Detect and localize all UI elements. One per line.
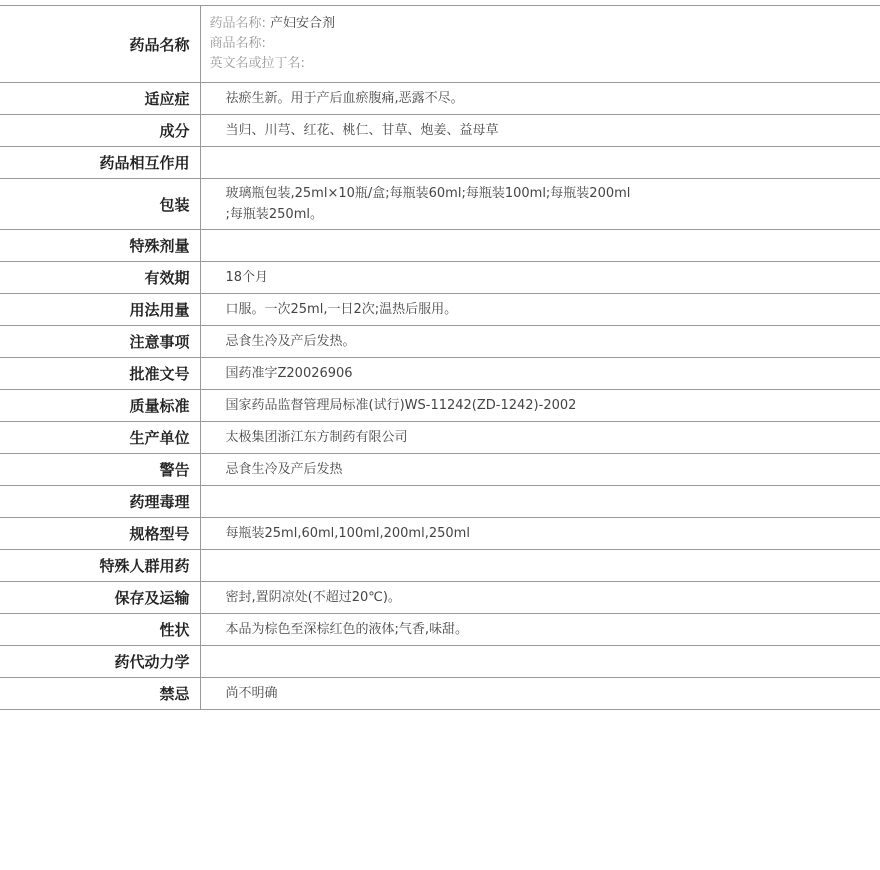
- approval-number-label: 批准文号: [0, 358, 200, 390]
- approval-number-row: [0, 358, 880, 390]
- contraindications-row: [0, 678, 880, 710]
- ingredients-row: [0, 115, 880, 147]
- packaging-row: [0, 179, 880, 230]
- special-dosage-value: [200, 230, 880, 262]
- approval-number-value: 国药准字Z20026906: [200, 358, 880, 390]
- precautions-value: 忌食生冷及产后发热。: [200, 326, 880, 358]
- pharmacology-value: [200, 486, 880, 518]
- quality-standard-value: 国家药品监督管理局标准(试行)WS-11242(ZD-1242)-2002: [200, 390, 880, 422]
- precautions-label: 注意事项: [0, 326, 200, 358]
- packaging-value: [200, 179, 880, 230]
- trade-name-line: [210, 34, 880, 54]
- trade-name-key: 商品名称:: [209, 36, 266, 51]
- manufacturer-label: 生产单位: [0, 422, 200, 454]
- english-name-line: [210, 54, 880, 74]
- special-population-row: [0, 550, 880, 582]
- quality-standard-row: [0, 390, 880, 422]
- warning-row: [0, 454, 880, 486]
- packaging-label: 包装: [0, 179, 200, 230]
- storage-row: [0, 582, 880, 614]
- specification-value: 每瓶装25ml,60ml,100ml,200ml,250ml: [200, 518, 880, 550]
- special-dosage-row: [0, 230, 880, 262]
- shelf-life-value: 18个月: [200, 262, 880, 294]
- specification-row: [0, 518, 880, 550]
- specification-label: 规格型号: [0, 518, 200, 550]
- pharmacology-label: 药理毒理: [0, 486, 200, 518]
- indication-row: [0, 83, 880, 115]
- manufacturer-value: 太极集团浙江东方制药有限公司: [200, 422, 880, 454]
- pharmacokinetics-row: [0, 646, 880, 678]
- quality-standard-label: 质量标准: [0, 390, 200, 422]
- dosage-row: [0, 294, 880, 326]
- english-name-key: 英文名或拉丁名:: [209, 56, 305, 71]
- pharmacokinetics-label: 药代动力学: [0, 646, 200, 678]
- pharmacokinetics-value: [200, 646, 880, 678]
- packaging-line-1: 玻璃瓶包装,25ml×10瓶/盒;每瓶装60ml;每瓶装100ml;每瓶装200ml: [225, 186, 631, 201]
- special-dosage-label: 特殊剂量: [0, 230, 200, 262]
- special-population-label: 特殊人群用药: [0, 550, 200, 582]
- shelf-life-row: [0, 262, 880, 294]
- indication-label: 适应症: [0, 83, 200, 115]
- dosage-label: 用法用量: [0, 294, 200, 326]
- description-label: 性状: [0, 614, 200, 646]
- pharmacology-row: [0, 486, 880, 518]
- indication-value: 祛瘀生新。用于产后血瘀腹痛,恶露不尽。: [200, 83, 880, 115]
- warning-label: 警告: [0, 454, 200, 486]
- packaging-line-2: ;每瓶装250ml。: [225, 207, 323, 222]
- drug-name-values: [200, 6, 880, 83]
- description-row: [0, 614, 880, 646]
- drug-name-row: [0, 6, 880, 83]
- generic-name-line: [210, 14, 880, 34]
- generic-name-key: 药品名称:: [209, 16, 266, 31]
- generic-name-value: 产妇安合剂: [270, 16, 336, 31]
- contraindications-label: 禁忌: [0, 678, 200, 710]
- interactions-label: 药品相互作用: [0, 147, 200, 179]
- manufacturer-row: [0, 422, 880, 454]
- description-value: 本品为棕色至深棕红色的液体;气香,味甜。: [200, 614, 880, 646]
- storage-value: 密封,置阴凉处(不超过20℃)。: [200, 582, 880, 614]
- drug-name-label: 药品名称: [0, 6, 200, 83]
- special-population-value: [200, 550, 880, 582]
- dosage-value: 口服。一次25ml,一日2次;温热后服用。: [200, 294, 880, 326]
- interactions-row: [0, 147, 880, 179]
- ingredients-label: 成分: [0, 115, 200, 147]
- shelf-life-label: 有效期: [0, 262, 200, 294]
- ingredients-value: 当归、川芎、红花、桃仁、甘草、炮姜、益母草: [200, 115, 880, 147]
- drug-info-table: [0, 5, 880, 710]
- warning-value: 忌食生冷及产后发热: [200, 454, 880, 486]
- interactions-value: [200, 147, 880, 179]
- storage-label: 保存及运输: [0, 582, 200, 614]
- precautions-row: [0, 326, 880, 358]
- contraindications-value: 尚不明确: [200, 678, 880, 710]
